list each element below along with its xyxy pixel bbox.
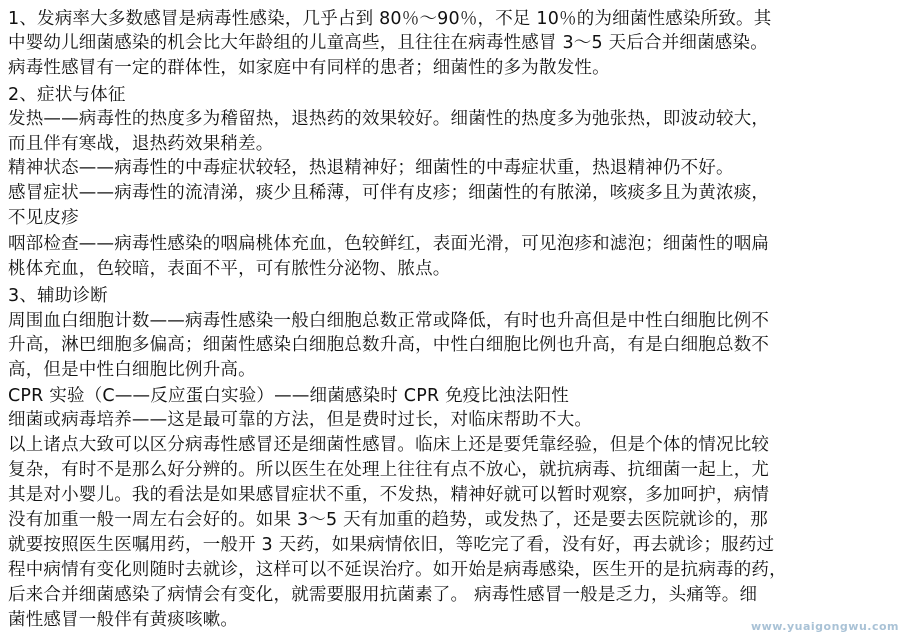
section-heading: 3、辅助诊断 — [8, 286, 108, 306]
text-line: 其是对小婴儿。我的看法是如果感冒症状不重，不发热，精神好就可以暂时观察，多加呵护，病情 — [8, 485, 770, 505]
text-line: 咽部检查——病毒性感染的咽扁桃体充血，色较鲜红，表面光滑，可见泡疹和滤泡；细菌性的咽扁 — [8, 234, 770, 254]
text-line: 病毒性感冒有一定的群体性，如家庭中有同样的患者；细菌性的多为散发性。 — [8, 58, 610, 78]
text-line: 感冒症状——病毒性的流清涕，痰少且稀薄，可伴有皮疹；细菌性的有脓涕，咳痰多且为黄浓痰， — [8, 183, 770, 203]
text-line: 后来合并细菌感染了病情会有变化，就需要服用抗菌素了。 病毒性感冒一般是乏力，头痛等。细 — [8, 585, 758, 605]
text-line: 1、发病率大多数感冒是病毒性感染，几乎占到 80％～90％，不足 10％的为细菌性感染所致。其 — [8, 9, 772, 29]
text-line: 桃体充血，色较暗，表面不平，可有脓性分泌物、脓点。 — [8, 259, 451, 279]
text-line: 以上诸点大致可以区分病毒性感冒还是细菌性感冒。临床上还是要凭靠经验，但是个体的情况比较 — [8, 435, 770, 455]
text-line: 菌性感冒一般伴有黄痰咳嗽。 — [8, 610, 239, 630]
text-line: 程中病情有变化则随时去就诊，这样可以不延误治疗。如开始是病毒感染，医生开的是抗病毒的药， — [8, 560, 787, 580]
text-line: CPR 实验（C——反应蛋白实验）——细菌感染时 CPR 免疫比浊法阳性 — [8, 386, 569, 406]
text-line: 不见皮疹 — [8, 208, 79, 228]
text-line: 没有加重一般一周左右会好的。如果 3～5 天有加重的趋势，或发热了，还是要去医院就诊的，那 — [8, 510, 768, 530]
text-line: 就要按照医生医嘱用药，一般开 3 天药，如果病情依旧，等吃完了看，没有好，再去就诊；服药过 — [8, 535, 775, 555]
text-line: 发热——病毒性的热度多为稽留热，退热药的效果较好。细菌性的热度多为弛张热，即波动较大， — [8, 109, 770, 129]
text-line: 精神状态——病毒性的中毒症状较轻，热退精神好；细菌性的中毒症状重，热退精神仍不好。 — [8, 158, 734, 178]
text-line: 周围血白细胞计数——病毒性感染一般白细胞总数正常或降低，有时也升高但是中性白细胞比例不 — [8, 311, 770, 331]
section-heading: 2、症状与体征 — [8, 85, 126, 105]
text-line: 复杂，有时不是那么好分辨的。所以医生在处理上往往有点不放心，就抗病毒、抗细菌一起上，尤 — [8, 460, 770, 480]
site-watermark: www.yuaigongwu.com — [750, 620, 899, 633]
text-line: 中婴幼儿细菌感染的机会比大年龄组的儿童高些，且往往在病毒性感冒 3～5 天后合并细菌感染。 — [8, 33, 768, 53]
text-line: 细菌或病毒培养——这是最可靠的方法，但是费时过长，对临床帮助不大。 — [8, 410, 593, 430]
text-line: 而且伴有寒战，退热药效果稍差。 — [8, 134, 274, 154]
text-line: 升高，淋巴细胞多偏高；细菌性感染白细胞总数升高，中性白细胞比例也升高，有是白细胞总数不 — [8, 335, 770, 355]
text-line: 高，但是中性白细胞比例升高。 — [8, 360, 256, 380]
